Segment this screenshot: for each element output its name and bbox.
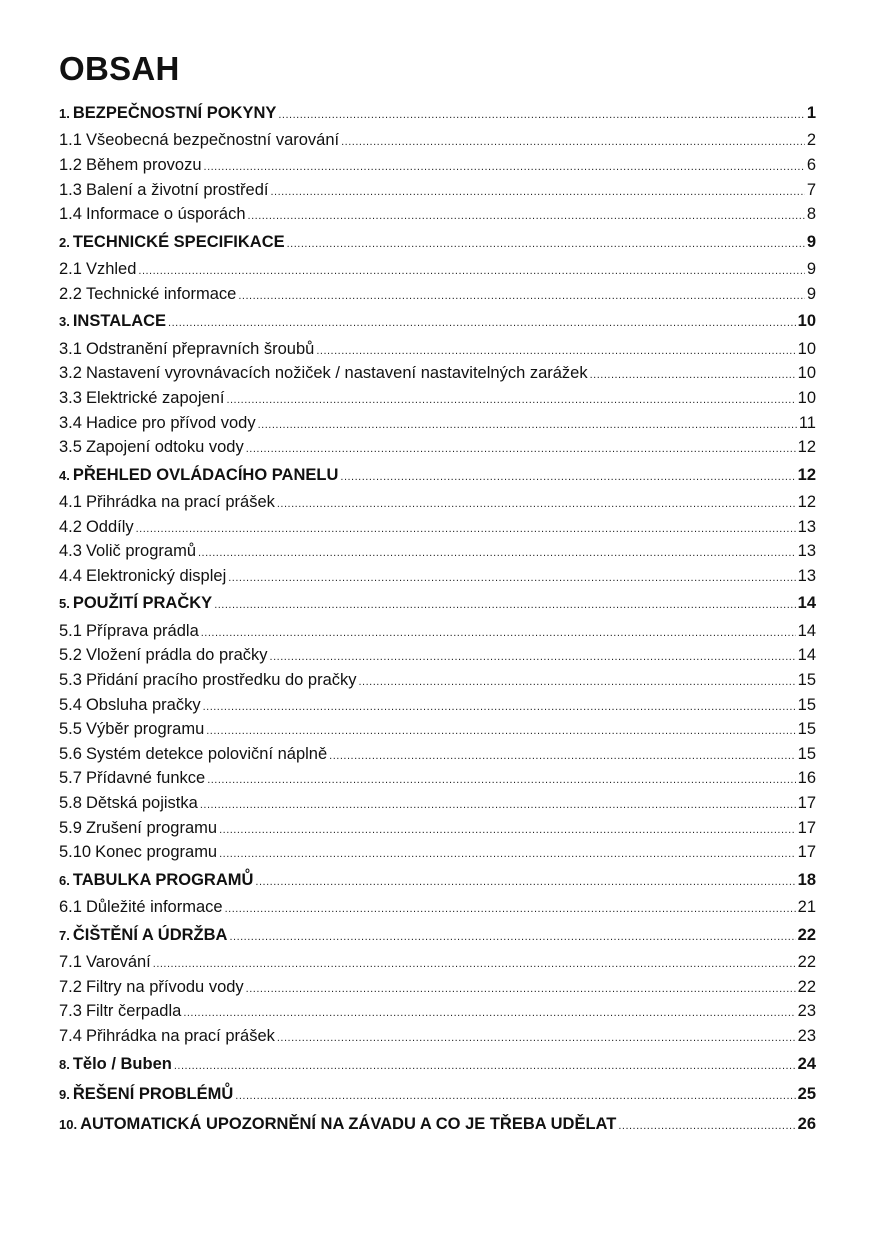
toc-entry-title xyxy=(59,975,244,1000)
toc-page-number: 14 xyxy=(797,621,816,640)
toc-page-number: 9 xyxy=(806,284,816,303)
dot-leader xyxy=(228,566,795,591)
toc-entry-label: Tělo / Buben xyxy=(72,1054,172,1073)
toc-entry-number: 4.2 xyxy=(59,517,82,536)
toc-entry-label: Volič programů xyxy=(85,542,196,561)
dot-leader xyxy=(204,155,805,180)
toc-subsection-entry[interactable] xyxy=(59,411,816,436)
toc-entry-title xyxy=(59,816,217,841)
dot-leader xyxy=(214,590,795,620)
toc-section-entry[interactable] xyxy=(59,98,816,128)
toc-entry-label: POUŽITÍ PRAČKY xyxy=(72,594,213,613)
toc-entry-number: 3.2 xyxy=(59,364,82,383)
toc-page-number: 14 xyxy=(797,646,816,665)
toc-entry-number: 7.1 xyxy=(59,953,82,972)
dot-leader xyxy=(618,1111,795,1141)
dot-leader xyxy=(229,922,795,952)
toc-subsection-entry[interactable] xyxy=(59,202,816,227)
toc-page-number: 15 xyxy=(797,695,816,714)
dot-leader xyxy=(277,1026,796,1051)
toc-entry-number: 1.2 xyxy=(59,155,82,174)
toc-page-number: 26 xyxy=(797,1115,816,1134)
toc-subsection-entry[interactable] xyxy=(59,975,816,1000)
dot-leader xyxy=(207,768,795,793)
dot-leader xyxy=(136,517,796,542)
toc-page-number: 13 xyxy=(797,566,816,585)
toc-entry-number: 4.4 xyxy=(59,566,82,585)
toc-entry-label: INSTALACE xyxy=(72,312,167,331)
toc-entry-title xyxy=(59,865,253,896)
toc-entry-number: 7.3 xyxy=(59,1002,82,1021)
toc-page-number: 17 xyxy=(797,818,816,837)
toc-section-entry[interactable] xyxy=(59,1109,816,1139)
toc-entry-number: 5.2 xyxy=(59,646,82,665)
toc-subsection-entry[interactable] xyxy=(59,361,816,386)
toc-page-number: 10 xyxy=(797,364,816,383)
dot-leader xyxy=(270,645,796,670)
toc-entry-number: 5.9 xyxy=(59,818,82,837)
toc-entry-title xyxy=(59,643,268,668)
toc-entry-title xyxy=(59,435,244,460)
dot-leader xyxy=(341,130,805,155)
dot-leader xyxy=(203,695,796,720)
toc-entry-label: BEZPEČNOSTNÍ POKYNY xyxy=(72,104,277,122)
toc-entry-number: 2. xyxy=(59,234,70,250)
toc-entry-label: Všeobecná bezpečnostní varování xyxy=(85,131,340,150)
page-title: OBSAH xyxy=(59,50,180,87)
toc-entry-title xyxy=(59,153,202,178)
toc-page-number: 8 xyxy=(806,205,816,224)
toc-entry-number: 1. xyxy=(59,106,70,121)
toc-page-number: 13 xyxy=(797,517,816,536)
toc-subsection-entry[interactable] xyxy=(59,742,816,767)
toc-entry-label: Zrušení programu xyxy=(85,818,218,837)
toc-subsection-entry[interactable] xyxy=(59,282,816,307)
toc-entry-number: 2.1 xyxy=(59,260,82,279)
toc-page-number: 14 xyxy=(797,594,816,613)
toc-entry-title xyxy=(59,282,236,307)
toc-entry-label: Elektronický displej xyxy=(85,566,227,585)
toc-page-number: 18 xyxy=(797,870,816,889)
toc-entry-number: 6.1 xyxy=(59,898,82,917)
toc-page-number: 24 xyxy=(797,1054,816,1073)
toc-entry-number: 5.4 xyxy=(59,695,82,714)
toc-subsection-entry[interactable] xyxy=(59,668,816,693)
toc-entry-label: Příprava prádla xyxy=(85,621,199,640)
toc-entry-label: Informace o úsporách xyxy=(85,205,246,224)
toc-entry-title xyxy=(59,386,224,411)
toc-entry-label: Vložení prádla do pračky xyxy=(85,646,268,665)
toc-page-number: 12 xyxy=(797,438,816,457)
toc-entry-number: 8. xyxy=(59,1056,70,1072)
toc-entry-title xyxy=(59,1079,233,1110)
toc-subsection-entry[interactable] xyxy=(59,257,816,282)
toc-entry-number: 5.8 xyxy=(59,794,82,813)
toc-entry-title xyxy=(59,999,181,1024)
toc-page-number: 7 xyxy=(806,180,816,199)
toc-subsection-entry[interactable] xyxy=(59,337,816,362)
toc-entry-title xyxy=(59,920,227,951)
toc-entry-title xyxy=(59,411,256,436)
toc-entry-number: 5.1 xyxy=(59,621,82,640)
toc-page-number: 22 xyxy=(797,925,816,944)
toc-entry-title xyxy=(59,178,268,203)
dot-leader xyxy=(206,719,795,744)
dot-leader xyxy=(235,1081,795,1111)
toc-entry-title xyxy=(59,515,134,540)
dot-leader xyxy=(277,492,796,517)
dot-leader xyxy=(329,744,795,769)
toc-entry-label: TABULKA PROGRAMŮ xyxy=(72,870,254,889)
toc-subsection-entry[interactable] xyxy=(59,386,816,411)
toc-entry-number: 3. xyxy=(59,314,70,330)
toc-page-number: 25 xyxy=(797,1084,816,1103)
toc-subsection-entry[interactable] xyxy=(59,950,816,975)
toc-entry-number: 10. xyxy=(59,1117,78,1133)
toc-entry-label: Přidání pracího prostředku do pračky xyxy=(85,671,357,690)
table-of-contents xyxy=(59,98,816,1140)
toc-page-number: 21 xyxy=(797,898,816,917)
dot-leader xyxy=(174,1051,796,1081)
toc-entry-label: Dětská pojistka xyxy=(85,794,198,813)
toc-page-number: 15 xyxy=(797,744,816,763)
dot-leader xyxy=(246,977,796,1002)
toc-entry-title xyxy=(59,668,357,693)
toc-entry-number: 6. xyxy=(59,872,70,888)
toc-page-number: 16 xyxy=(797,769,816,788)
toc-page-number: 17 xyxy=(797,843,816,862)
toc-subsection-entry[interactable] xyxy=(59,539,816,564)
toc-entry-number: 2.2 xyxy=(59,284,82,303)
toc-page-number: 12 xyxy=(797,493,816,512)
toc-entry-title xyxy=(59,791,198,816)
dot-leader xyxy=(225,897,796,922)
dot-leader xyxy=(340,462,795,492)
dot-leader xyxy=(287,229,805,259)
toc-entry-label: Technické informace xyxy=(85,284,237,303)
toc-entry-title xyxy=(59,840,217,865)
toc-page-number: 2 xyxy=(806,131,816,150)
toc-page-number: 1 xyxy=(806,104,816,122)
toc-entry-title xyxy=(59,202,246,227)
toc-subsection-entry[interactable] xyxy=(59,619,816,644)
dot-leader xyxy=(255,867,795,897)
toc-entry-label: ŘEŠENÍ PROBLÉMŮ xyxy=(72,1084,234,1103)
toc-subsection-entry[interactable] xyxy=(59,693,816,718)
toc-entry-label: ČIŠTĚNÍ A ÚDRŽBA xyxy=(72,925,228,944)
toc-subsection-entry[interactable] xyxy=(59,766,816,791)
toc-subsection-entry[interactable] xyxy=(59,490,816,515)
toc-entry-title xyxy=(59,693,201,718)
toc-subsection-entry[interactable] xyxy=(59,717,816,742)
toc-section-entry[interactable] xyxy=(59,306,816,336)
toc-entry-label: Varování xyxy=(85,953,151,972)
toc-subsection-entry[interactable] xyxy=(59,128,816,153)
toc-entry-label: Elektrické zapojení xyxy=(85,388,225,407)
toc-entry-title xyxy=(59,564,226,589)
toc-entry-title xyxy=(59,227,285,258)
dot-leader xyxy=(270,180,804,205)
toc-entry-label: Nastavení vyrovnávacích nožiček / nastavení nastavitelných zarážek xyxy=(85,364,588,383)
toc-entry-title xyxy=(59,895,223,920)
toc-subsection-entry[interactable] xyxy=(59,816,816,841)
dot-leader xyxy=(168,308,796,338)
dot-leader xyxy=(201,621,796,646)
toc-entry-label: Přídavné funkce xyxy=(85,769,206,788)
toc-entry-title xyxy=(59,361,588,386)
toc-section-entry[interactable] xyxy=(59,1049,816,1079)
toc-entry-number: 4.3 xyxy=(59,542,82,561)
toc-page-number: 12 xyxy=(797,465,816,484)
dot-leader xyxy=(219,842,796,867)
toc-subsection-entry[interactable] xyxy=(59,564,816,589)
toc-subsection-entry[interactable] xyxy=(59,178,816,203)
dot-leader xyxy=(248,204,805,229)
toc-entry-number: 5.10 xyxy=(59,843,92,862)
toc-entry-number: 4.1 xyxy=(59,493,82,512)
toc-page-number: 11 xyxy=(798,413,816,432)
toc-entry-number: 5. xyxy=(59,596,70,612)
toc-entry-title xyxy=(59,98,276,129)
toc-entry-number: 3.1 xyxy=(59,339,82,358)
toc-entry-number: 1.4 xyxy=(59,205,82,224)
toc-subsection-entry[interactable] xyxy=(59,643,816,668)
toc-entry-number: 5.5 xyxy=(59,720,82,739)
toc-entry-label: Během provozu xyxy=(85,155,202,174)
toc-page-number: 6 xyxy=(806,155,816,174)
toc-page-number: 10 xyxy=(797,312,816,331)
toc-entry-title xyxy=(59,128,339,153)
toc-entry-title xyxy=(59,742,327,767)
toc-page-number: 9 xyxy=(806,260,816,279)
toc-entry-title xyxy=(59,460,338,491)
toc-page-number: 15 xyxy=(797,720,816,739)
dot-leader xyxy=(258,413,797,438)
toc-entry-label: TECHNICKÉ SPECIFIKACE xyxy=(72,232,285,251)
toc-entry-label: Odstranění přepravních šroubů xyxy=(85,339,315,358)
toc-page-number: 17 xyxy=(797,794,816,813)
toc-entry-label: AUTOMATICKÁ UPOZORNĚNÍ NA ZÁVADU A CO JE TŘEBA UDĚLAT xyxy=(80,1115,617,1134)
toc-entry-number: 5.6 xyxy=(59,744,82,763)
toc-entry-label: Přihrádka na prací prášek xyxy=(85,1026,275,1045)
toc-entry-title xyxy=(59,766,205,791)
toc-section-entry[interactable] xyxy=(59,865,816,895)
toc-entry-label: Hadice pro přívod vody xyxy=(85,413,256,432)
toc-section-entry[interactable] xyxy=(59,588,816,618)
toc-entry-number: 1.1 xyxy=(59,131,82,150)
toc-entry-title xyxy=(59,588,212,619)
dot-leader xyxy=(278,100,804,130)
toc-entry-label: Systém detekce poloviční náplně xyxy=(85,744,328,763)
toc-entry-title xyxy=(59,1109,616,1140)
toc-section-entry[interactable] xyxy=(59,920,816,950)
toc-entry-label: Filtr čerpadla xyxy=(85,1002,182,1021)
toc-section-entry[interactable] xyxy=(59,227,816,257)
toc-page-number: 9 xyxy=(806,232,816,251)
toc-entry-number: 7.2 xyxy=(59,977,82,996)
dot-leader xyxy=(246,437,796,462)
toc-entry-label: Konec programu xyxy=(95,843,218,862)
toc-entry-title xyxy=(59,717,204,742)
toc-page-number: 23 xyxy=(797,1002,816,1021)
toc-entry-title xyxy=(59,1049,172,1080)
toc-entry-title xyxy=(59,306,166,337)
toc-entry-title xyxy=(59,257,136,282)
dot-leader xyxy=(183,1001,795,1026)
dot-leader xyxy=(316,339,795,364)
toc-entry-title xyxy=(59,619,199,644)
dot-leader xyxy=(238,284,804,309)
toc-entry-label: PŘEHLED OVLÁDACÍHO PANELU xyxy=(72,465,339,484)
toc-entry-title xyxy=(59,490,275,515)
toc-entry-number: 9. xyxy=(59,1086,70,1102)
toc-subsection-entry[interactable] xyxy=(59,435,816,460)
toc-entry-label: Filtry na přívodu vody xyxy=(85,977,244,996)
dot-leader xyxy=(198,541,796,566)
toc-entry-label: Obsluha pračky xyxy=(85,695,201,714)
dot-leader xyxy=(219,818,796,843)
toc-entry-number: 3.5 xyxy=(59,438,82,457)
toc-entry-number: 3.4 xyxy=(59,413,82,432)
dot-leader xyxy=(200,793,796,818)
toc-page-number: 13 xyxy=(797,542,816,561)
toc-entry-label: Vzhled xyxy=(85,260,137,279)
toc-page-number: 22 xyxy=(797,953,816,972)
dot-leader xyxy=(359,670,796,695)
toc-entry-label: Zapojení odtoku vody xyxy=(85,438,244,457)
toc-page-number: 22 xyxy=(797,977,816,996)
toc-page-number: 10 xyxy=(797,388,816,407)
toc-entry-number: 5.7 xyxy=(59,769,82,788)
toc-entry-label: Oddíly xyxy=(85,517,134,536)
toc-page-number: 15 xyxy=(797,671,816,690)
toc-subsection-entry[interactable] xyxy=(59,999,816,1024)
toc-entry-number: 1.3 xyxy=(59,180,82,199)
toc-entry-number: 7.4 xyxy=(59,1026,82,1045)
toc-entry-label: Přihrádka na prací prášek xyxy=(85,493,275,512)
toc-subsection-entry[interactable] xyxy=(59,895,816,920)
toc-entry-label: Důležité informace xyxy=(85,898,223,917)
toc-entry-title xyxy=(59,337,314,362)
toc-entry-number: 7. xyxy=(59,927,70,943)
toc-subsection-entry[interactable] xyxy=(59,515,816,540)
toc-entry-number: 5.3 xyxy=(59,671,82,690)
dot-leader xyxy=(138,259,804,284)
toc-entry-title xyxy=(59,539,196,564)
toc-subsection-entry[interactable] xyxy=(59,840,816,865)
toc-entry-title xyxy=(59,950,151,975)
toc-subsection-entry[interactable] xyxy=(59,153,816,178)
toc-section-entry[interactable] xyxy=(59,1079,816,1109)
toc-entry-label: Výběr programu xyxy=(85,720,205,739)
toc-entry-title xyxy=(59,1024,275,1049)
toc-page-number: 10 xyxy=(797,339,816,358)
toc-page-number: 23 xyxy=(797,1026,816,1045)
toc-subsection-entry[interactable] xyxy=(59,1024,816,1049)
dot-leader xyxy=(590,363,796,388)
toc-entry-number: 3.3 xyxy=(59,388,82,407)
toc-subsection-entry[interactable] xyxy=(59,791,816,816)
toc-section-entry[interactable] xyxy=(59,460,816,490)
toc-entry-number: 4. xyxy=(59,467,70,483)
dot-leader xyxy=(153,952,796,977)
toc-entry-label: Balení a životní prostředí xyxy=(85,180,269,199)
dot-leader xyxy=(226,388,795,413)
